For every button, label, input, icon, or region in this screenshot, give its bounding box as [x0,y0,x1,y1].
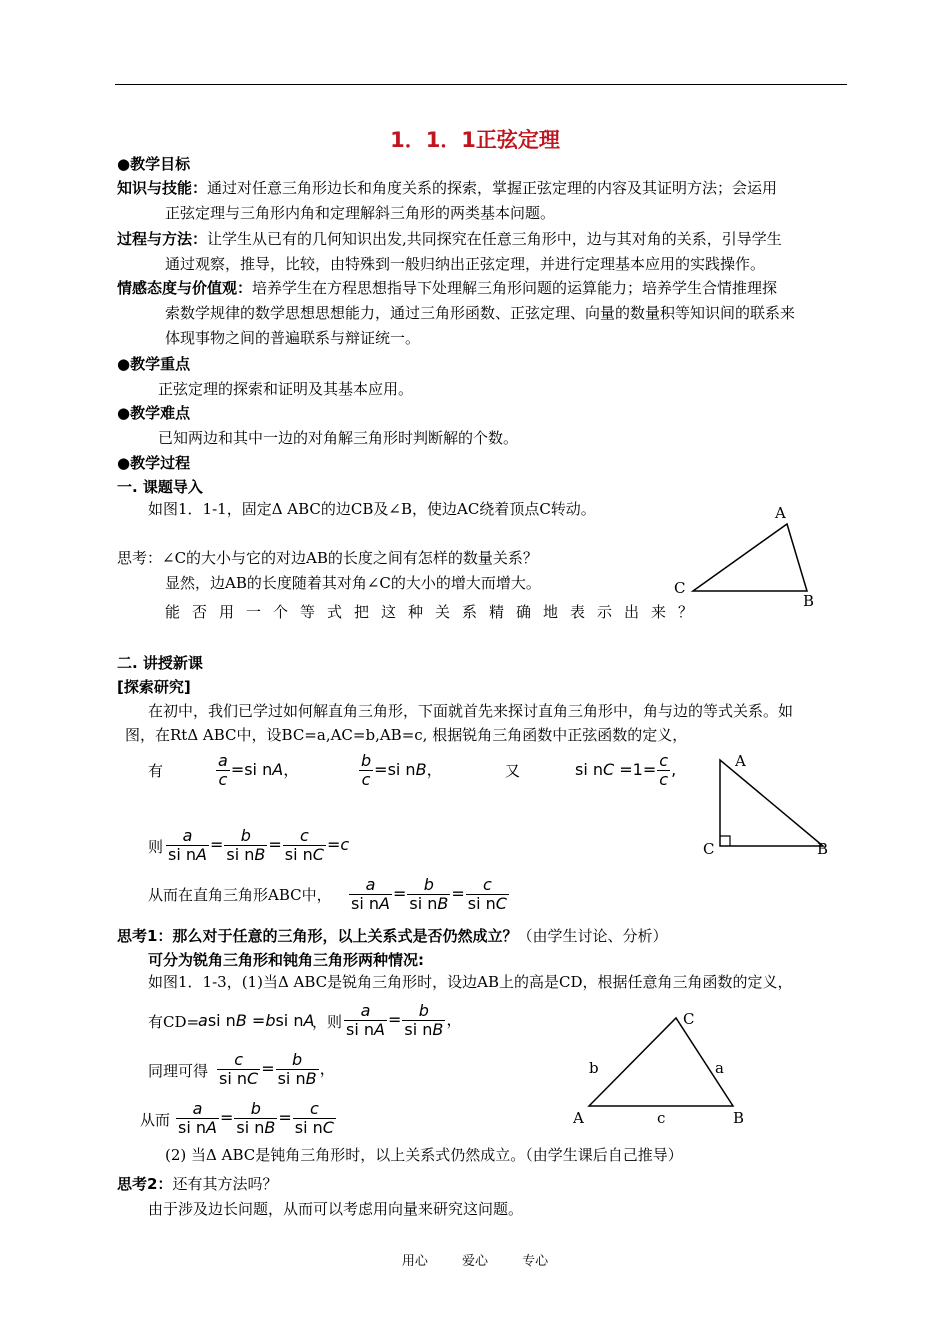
you-label: 有 [148,762,164,780]
goal3-line2: 索数学规律的数学思想思想能力，通过三角形函数、正弦定理、向量的数量积等知识间的联系来 [165,304,796,322]
sec1-line2: 显然，边AB的长度随着其对角∠C的大小的增大而增大。 [165,574,541,592]
think1-text: 思考1：那么对于任意的三角形，以上关系式是否仍然成立？ [117,927,518,945]
goal1-line1 [117,177,777,198]
explore-heading: [探索研究] [117,678,191,696]
label-B: B [733,1109,745,1127]
case2-line: (2) 当Δ ABC是钝角三角形时，以上关系式仍然成立。（由学生课后自己推导） [165,1146,683,1164]
goal2-label: 过程与方法： [117,230,208,248]
formula-ratio-chain-1: $\frac{a}{\text{si nA}}$ = $\frac{b}{\text{si nB}}$ = $\frac{c}{\text{si nC}}$ =c [168,826,350,864]
goal1-text: 通过对任意三角形边长和角度关系的探索，掌握正弦定理的内容及其证明方法；会运用 [207,179,778,197]
last-line: 由于涉及边长问题，从而可以考虑用向量来研究这问题。 [148,1200,524,1218]
sec1-line3: 能否用一个等式把这种关系精确地表示出来？ [165,603,706,621]
sec1-heading: 一. 课题导入 [117,478,203,496]
goal3-label: 情感态度与价值观： [117,279,253,297]
formula-ratio-chain-3: $\frac{a}{\text{si nA}}$ = $\frac{b}{\text{si nB}}$ = $\frac{c}{\text{si nC}}$ [178,1099,334,1137]
goals-heading: ●教学目标 [117,155,191,173]
label-C: C [703,840,715,858]
triangle-abc-2 [720,760,823,846]
think2-line [117,1173,277,1194]
header-rule [115,84,847,85]
tongli-label: 同理可得 [148,1062,209,1080]
page-title: 1．1．1正弦定理 [390,128,560,152]
goal3-line1 [117,277,777,298]
sec2-line1: 在初中，我们已学过如何解直角三角形，下面就首先来探讨直角三角形中，角与边的等式关系。如 [148,702,794,720]
label-C: C [674,579,686,597]
label-c: c [657,1109,666,1127]
difficult-text: 已知两边和其中一边的对角解三角形时判断解的个数。 [158,429,519,447]
formula-ab-ratio: $\frac{a}{\text{si nA}}$ = $\frac{b}{\text{si nB}}$ ， [346,1001,463,1039]
label-C: C [683,1010,695,1028]
think2-label: 思考2： [117,1175,173,1193]
goal1-line2: 正弦定理与三角形内角和定理解斜三角形的两类基本问题。 [165,204,556,222]
label-A: A [775,504,786,522]
label-A: A [735,752,746,770]
you2-label: 又 [505,762,521,780]
think1-note: （由学生讨论、分析） [517,927,668,945]
label-b: b [589,1059,599,1077]
sec2-line2: 图，在RtΔ ABC中，设BC=a,AC=b,AB=c, 根据锐角三角函数中正弦函数的定义， [125,726,688,744]
goal2-line2: 通过观察，推导，比较，由特殊到一般归纳出正弦定理，并进行定理基本应用的实践操作。 [165,255,766,273]
key-text: 正弦定理的探索和证明及其基本应用。 [158,380,414,398]
page-footer: 用心 爱心 专心 [401,1254,549,1269]
think1-line [117,925,667,946]
goal3-text: 培养学生在方程思想指导下处理解三角形问题的运算能力；培养学生合情推理探 [252,279,778,297]
goal2-text: 让学生从已有的几何知识出发,共同探究在任意三角形中，边与其对角的关系，引导学生 [207,230,782,248]
sec2-heading: 二. 讲授新课 [117,654,203,672]
congeer-right-label: 从而在直角三角形ABC中， [148,886,332,904]
goal3-line3: 体现事物之间的普遍联系与辩证统一。 [165,329,421,347]
label-a: a [715,1059,724,1077]
formula-cd: asi nB =bsi nA [198,1011,315,1030]
label-B: B [803,592,815,610]
ze2-label: ，则 [312,1013,343,1031]
sec1-think: 思考：∠C的大小与它的对边AB的长度之间有怎样的数量关系？ [117,549,538,567]
figure-3-acute-triangle [565,1005,755,1130]
key-heading: ●教学重点 [117,355,191,373]
figure-1-triangle [665,500,825,615]
goal2-line1 [117,228,782,249]
think2-text: 还有其方法吗？ [172,1175,278,1193]
formula-b-over-c: $\frac{b}{c}$ =si nB， [361,751,443,789]
triangle-abc-3 [589,1018,733,1106]
label-A: A [573,1109,584,1127]
sec1-line1: 如图1．1-1，固定Δ ABC的边CB及∠B，使边AC绕着顶点C转动。 [148,500,596,518]
figure-2-right-triangle [695,750,835,860]
formula-cb-ratio: $\frac{c}{\text{si nC}}$ = $\frac{b}{\text{si nB}}$ ， [219,1050,336,1088]
case1-line: 如图1．1-3，(1)当Δ ABC是锐角三角形时，设边AB上的高是CD，根据任意角三角函数的定义， [148,973,793,991]
ze-label: 则 [148,838,164,856]
formula-ratio-chain-2: $\frac{a}{\text{si nA}}$ = $\frac{b}{\text{si nB}}$ = $\frac{c}{\text{si nC}}$ [351,875,507,913]
formula-sinC: si nC =1= $\frac{c}{c}$ , [575,751,677,789]
goal1-label: 知识与技能： [117,179,208,197]
right-angle-mark [720,836,730,846]
you-cd-label: 有CD= [148,1013,200,1031]
difficult-heading: ●教学难点 [117,404,191,422]
two-cases: 可分为锐角三角形和钝角三角形两种情况: [148,951,425,969]
process-heading: ●教学过程 [117,454,191,472]
triangle-abc-1 [693,524,807,591]
label-B: B [817,840,829,858]
congeer-label: 从而 [140,1111,171,1129]
formula-a-over-c: $\frac{a}{c}$ =si nA， [218,751,300,789]
